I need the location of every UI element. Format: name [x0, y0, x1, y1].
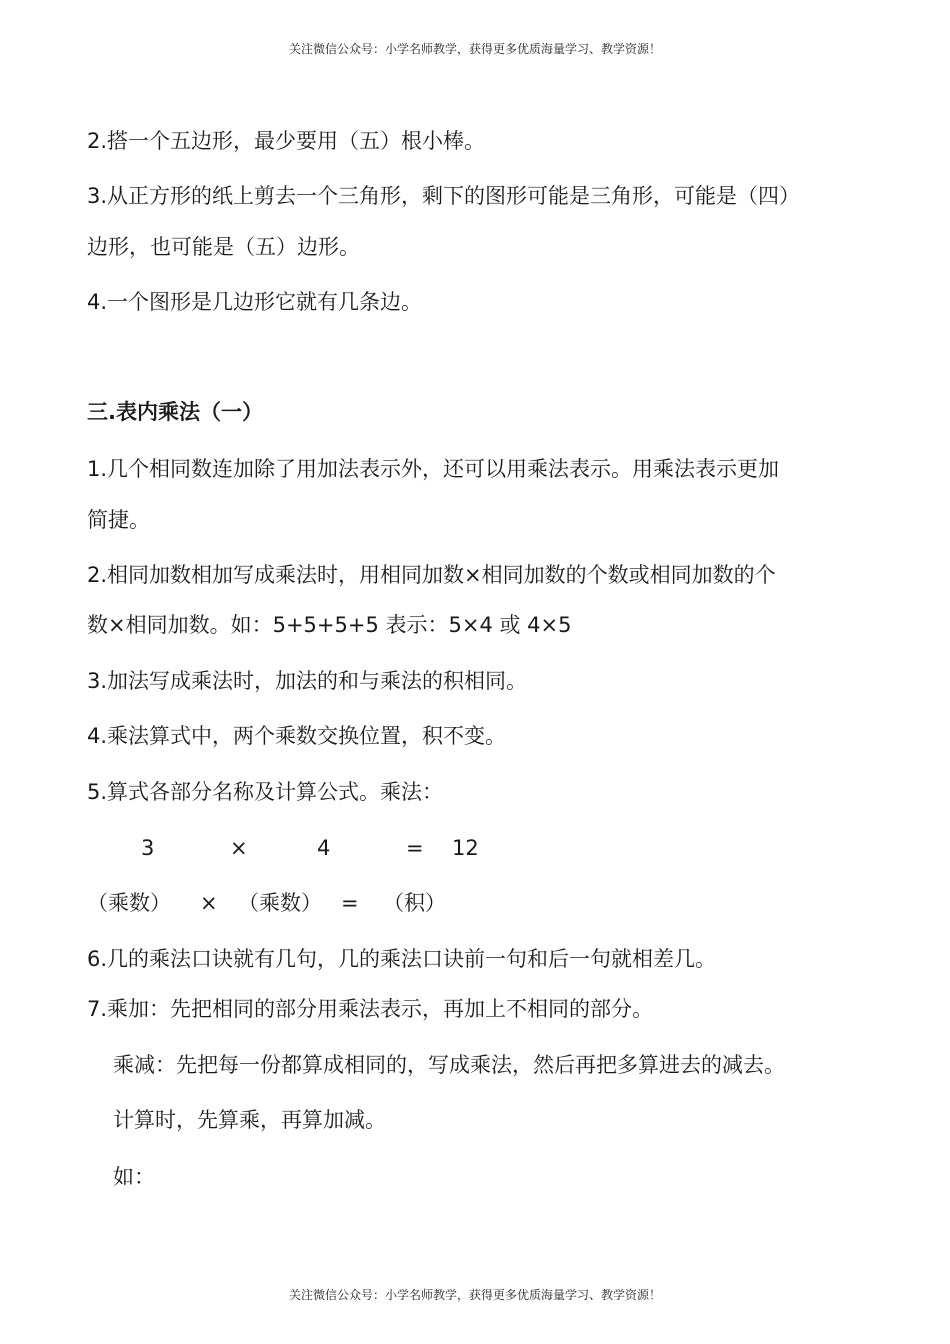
formula-times: ×: [230, 836, 248, 860]
text-line: 3.从正方形的纸上剪去一个三角形，剩下的图形可能是三角形，可能是（四）: [87, 184, 801, 208]
text-line: 3.加法写成乘法时，加法的和与乘法的积相同。: [87, 669, 528, 693]
name-times: ×: [200, 891, 218, 915]
text-line: 数×相同加数。如：5+5+5+5 表示：5×4 或 4×5: [87, 613, 572, 637]
text-line: 2.相同加数相加写成乘法时，用相同加数×相同加数的个数或相同加数的个: [87, 563, 776, 587]
text-line: 7.乘加：先把相同的部分用乘法表示，再加上不相同的部分。: [87, 997, 654, 1021]
text-line: 4.乘法算式中，两个乘数交换位置，积不变。: [87, 724, 507, 748]
formula-factor-a: 3: [141, 836, 155, 860]
page-footer: 关注微信公众号：小学名师教学，获得更多优质海量学习、教学资源！: [288, 1288, 661, 1302]
name-product: （积）: [383, 891, 446, 915]
text-line: 5.算式各部分名称及计算公式。乘法：: [87, 780, 444, 804]
name-factor-b: （乘数）: [238, 891, 322, 915]
formula-factor-b: 4: [317, 836, 331, 860]
text-line-indented: 乘减：先把每一份都算成相同的，写成乘法，然后再把多算进去的减去。: [113, 1053, 785, 1077]
formula-result: 12: [452, 836, 479, 860]
text-line: 1.几个相同数连加除了用加法表示外，还可以用乘法表示。用乘法表示更加: [87, 457, 780, 481]
formula-equals: =: [406, 836, 424, 860]
name-factor-a: （乘数）: [87, 891, 171, 915]
page-header: 关注微信公众号：小学名师教学，获得更多优质海量学习、教学资源！: [288, 42, 661, 56]
text-line: 4.一个图形是几边形它就有几条边。: [87, 290, 423, 314]
section-title: 三.表内乘法（一）: [87, 400, 263, 424]
text-line-indented: 如：: [113, 1165, 155, 1189]
text-line: 6.几的乘法口诀就有几句，几的乘法口诀前一句和后一句就相差几。: [87, 947, 717, 971]
name-equals: =: [341, 891, 359, 915]
text-line: 边形，也可能是（五）边形。: [87, 235, 360, 259]
text-line: 简捷。: [87, 508, 150, 532]
text-line: 2.搭一个五边形，最少要用（五）根小棒。: [87, 129, 486, 153]
text-line-indented: 计算时，先算乘，再算加减。: [113, 1108, 386, 1132]
